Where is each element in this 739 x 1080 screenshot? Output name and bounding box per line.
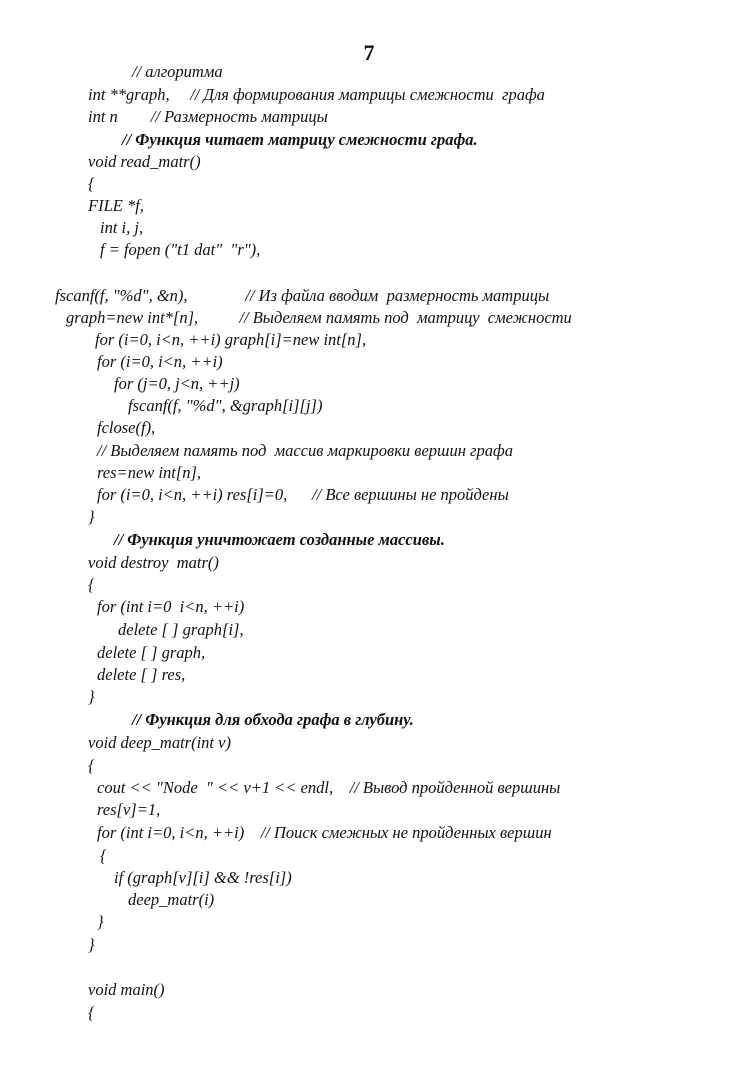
code-line: graph=new int*[n], // Выделяем память под матрицу смежности: [66, 308, 572, 327]
code-line: // Выделяем память под массив маркировки вершин графа: [97, 441, 513, 460]
code-line: {: [88, 1003, 95, 1022]
section-comment: // Функция уничтожает созданные массивы.: [114, 530, 445, 549]
code-line: delete [ ] graph[i],: [118, 620, 244, 639]
code-line: delete [ ] graph,: [97, 643, 206, 662]
code-line: fscanf(f, "%d", &n), // Из файла вводим размерность матрицы: [55, 286, 550, 305]
code-line: for (int i=0, i<n, ++i) // Поиск смежных не пройденных вершин: [97, 823, 552, 842]
code-line: fscanf(f, "%d", &graph[i][j]): [128, 396, 323, 415]
code-line: }: [88, 687, 95, 706]
code-line: for (int i=0 i<n, ++i): [97, 597, 245, 616]
code-line: // алгоритма: [132, 62, 223, 81]
code-line: deep_matr(i): [128, 890, 215, 909]
code-line: res[v]=1,: [97, 800, 161, 819]
code-line: void main(): [88, 980, 165, 999]
code-line: }: [88, 935, 95, 954]
code-line: {: [88, 174, 95, 193]
page-number: 7: [363, 40, 375, 65]
code-line: FILE *f,: [88, 196, 144, 215]
code-line: void destroy matr(): [88, 553, 219, 572]
section-comment: // Функция для обхода графа в глубину.: [132, 710, 414, 729]
section-comment: // Функция читает матрицу смежности графа.: [122, 130, 478, 149]
code-line: if (graph[v][i] && !res[i]): [114, 868, 292, 887]
code-line: for (i=0, i<n, ++i) graph[i]=new int[n],: [95, 330, 367, 349]
code-line: int n // Размерность матрицы: [88, 107, 328, 126]
code-line: fclose(f),: [97, 418, 156, 437]
code-line: for (i=0, i<n, ++i) res[i]=0, // Все вершины не пройдены: [97, 485, 509, 504]
code-line: res=new int[n],: [97, 463, 202, 482]
code-line: cout << "Node " << v+1 << endl, // Вывод пройденной вершины: [97, 778, 561, 797]
code-line: int i, j,: [100, 218, 144, 237]
code-line: void read_matr(): [88, 152, 201, 171]
code-line: for (i=0, i<n, ++i): [97, 352, 223, 371]
code-line: }: [97, 912, 104, 931]
code-line: {: [88, 575, 95, 594]
code-line: for (j=0, j<n, ++j): [114, 374, 240, 393]
code-line: }: [88, 507, 95, 526]
code-line: f = fopen ("t1 dat" "r"),: [100, 240, 261, 259]
code-line: delete [ ] res,: [97, 665, 186, 684]
code-line: void deep_matr(int v): [88, 733, 231, 752]
code-line: {: [100, 846, 107, 865]
code-line: {: [88, 756, 95, 775]
code-line: int **graph, // Для формирования матрицы смежности графа: [88, 85, 545, 104]
